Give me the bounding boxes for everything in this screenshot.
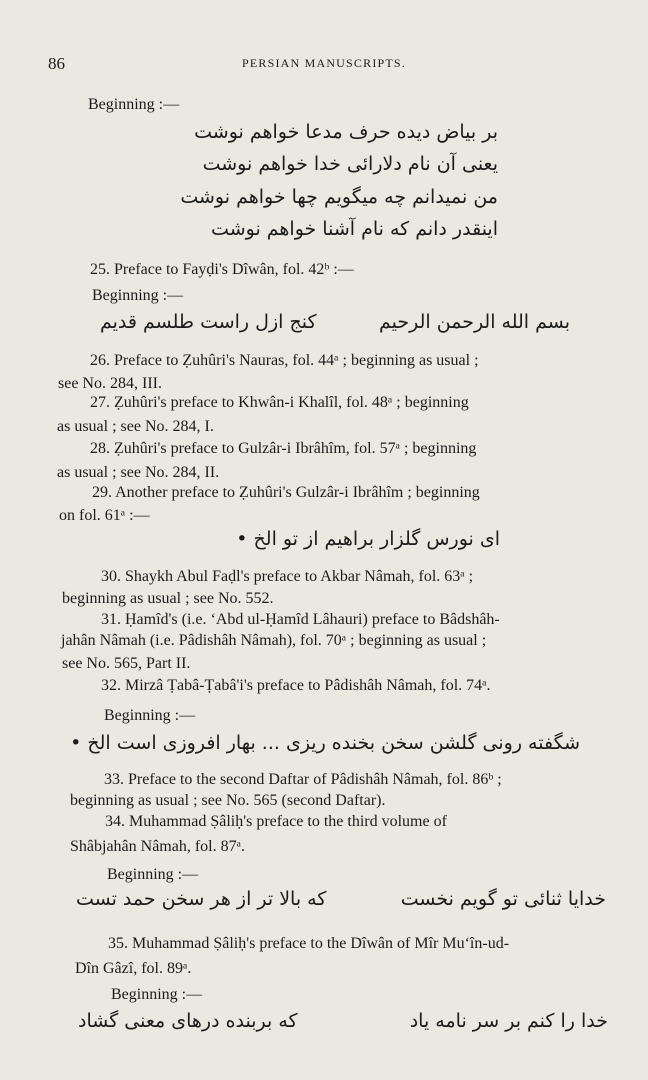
page-number: 86 — [48, 54, 65, 73]
entry-25: 25. Preface to Fayḍi's Dîwân, fol. 42ᵇ :— — [90, 261, 354, 278]
persian-couplet — [100, 311, 570, 333]
couplet-second-hemistich: که بالا تر از هر سخن حمد تست — [76, 888, 327, 910]
couplet-second-hemistich: کنج ازل راست طلسم قدیم — [100, 311, 317, 333]
persian-verse: اینقدر دانم که نام آشنا خواهم نوشت — [211, 218, 498, 240]
entry-32: 32. Mirzâ Ṭabâ-Ṭabâ'i's preface to Pâdishâh Nâmah, fol. 74ᵃ. — [101, 677, 491, 694]
entry-29: 29. Another preface to Ẓuhûri's Gulzâr-i Ibrâhîm ; beginning — [92, 484, 480, 501]
persian-couplet — [76, 888, 606, 910]
entry-29-cont: on fol. 61ᵃ :— — [59, 507, 150, 524]
couplet-first-hemistich: خدا را کنم بر سر نامه یاد — [409, 1010, 608, 1032]
entry-33-cont: beginning as usual ; see No. 565 (second Daftar). — [70, 792, 386, 809]
entry-34: 34. Muhammad Ṣâliḥ's preface to the third volume of — [105, 813, 447, 830]
entry-30-cont: beginning as usual ; see No. 552. — [62, 590, 274, 607]
entry-28-cont: as usual ; see No. 284, II. — [57, 464, 220, 481]
entry-30: 30. Shaykh Abul Faḍl's preface to Akbar Nâmah, fol. 63ᵃ ; — [101, 568, 474, 585]
entry-31-cont: see No. 565, Part II. — [62, 655, 191, 672]
running-header: PERSIAN MANUSCRIPTS. — [241, 56, 407, 70]
entry-34-cont: Shâbjahân Nâmah, fol. 87ᵃ. — [70, 838, 245, 855]
beginning-label: Beginning :— — [111, 986, 203, 1003]
entry-26-cont: see No. 284, III. — [58, 375, 162, 392]
beginning-label: Beginning :— — [107, 866, 199, 883]
entry-26: 26. Preface to Ẓuhûri's Nauras, fol. 44ᵃ ; beginning as usual ; — [90, 352, 479, 369]
persian-verse: شگفته رونی گلشن سخن بخنده ریزی ... بهار افروزی است الخ • — [70, 732, 580, 754]
beginning-label: Beginning :— — [88, 96, 180, 113]
entry-27: 27. Ẓuhûri's preface to Khwân-i Khalîl, fol. 48ᵃ ; beginning — [90, 394, 469, 411]
persian-verse: ای نورس گلزار براهیم از تو الخ • — [236, 528, 500, 550]
couplet-second-hemistich: که بربنده درهای معنی گشاد — [78, 1010, 298, 1032]
persian-verse: من نمیدانم چه میگویم چها خواهم نوشت — [180, 186, 498, 208]
couplet-first-hemistich: خدایا ثنائی تو گویم نخست — [400, 888, 606, 910]
entry-28: 28. Ẓuhûri's preface to Gulzâr-i Ibrâhîm, fol. 57ᵃ ; beginning — [90, 440, 477, 457]
entry-27-cont: as usual ; see No. 284, I. — [57, 418, 214, 435]
entry-35: 35. Muhammad Ṣâliḥ's preface to the Dîwân of Mîr Mu‘în-ud- — [108, 935, 510, 952]
entry-33: 33. Preface to the second Daftar of Pâdishâh Nâmah, fol. 86ᵇ ; — [104, 771, 502, 788]
persian-couplet — [78, 1010, 608, 1032]
entry-31-cont: jahân Nâmah (i.e. Pâdishâh Nâmah), fol. 70ᵃ ; beginning as usual ; — [61, 632, 487, 649]
beginning-label: Beginning :— — [92, 287, 184, 304]
persian-verse: یعنی آن نام دلارائی خدا خواهم نوشت — [202, 153, 498, 175]
persian-verse: بر بیاض دیده حرف مدعا خواهم نوشت — [194, 121, 498, 143]
entry-31: 31. Ḥamîd's (i.e. ‘Abd ul-Ḥamîd Lâhauri) preface to Bâdshâh- — [101, 611, 500, 628]
entry-35-cont: Dîn Gâzî, fol. 89ᵃ. — [75, 960, 192, 977]
couplet-first-hemistich: بسم الله الرحمن الرحیم — [379, 311, 570, 333]
beginning-label: Beginning :— — [104, 707, 196, 724]
